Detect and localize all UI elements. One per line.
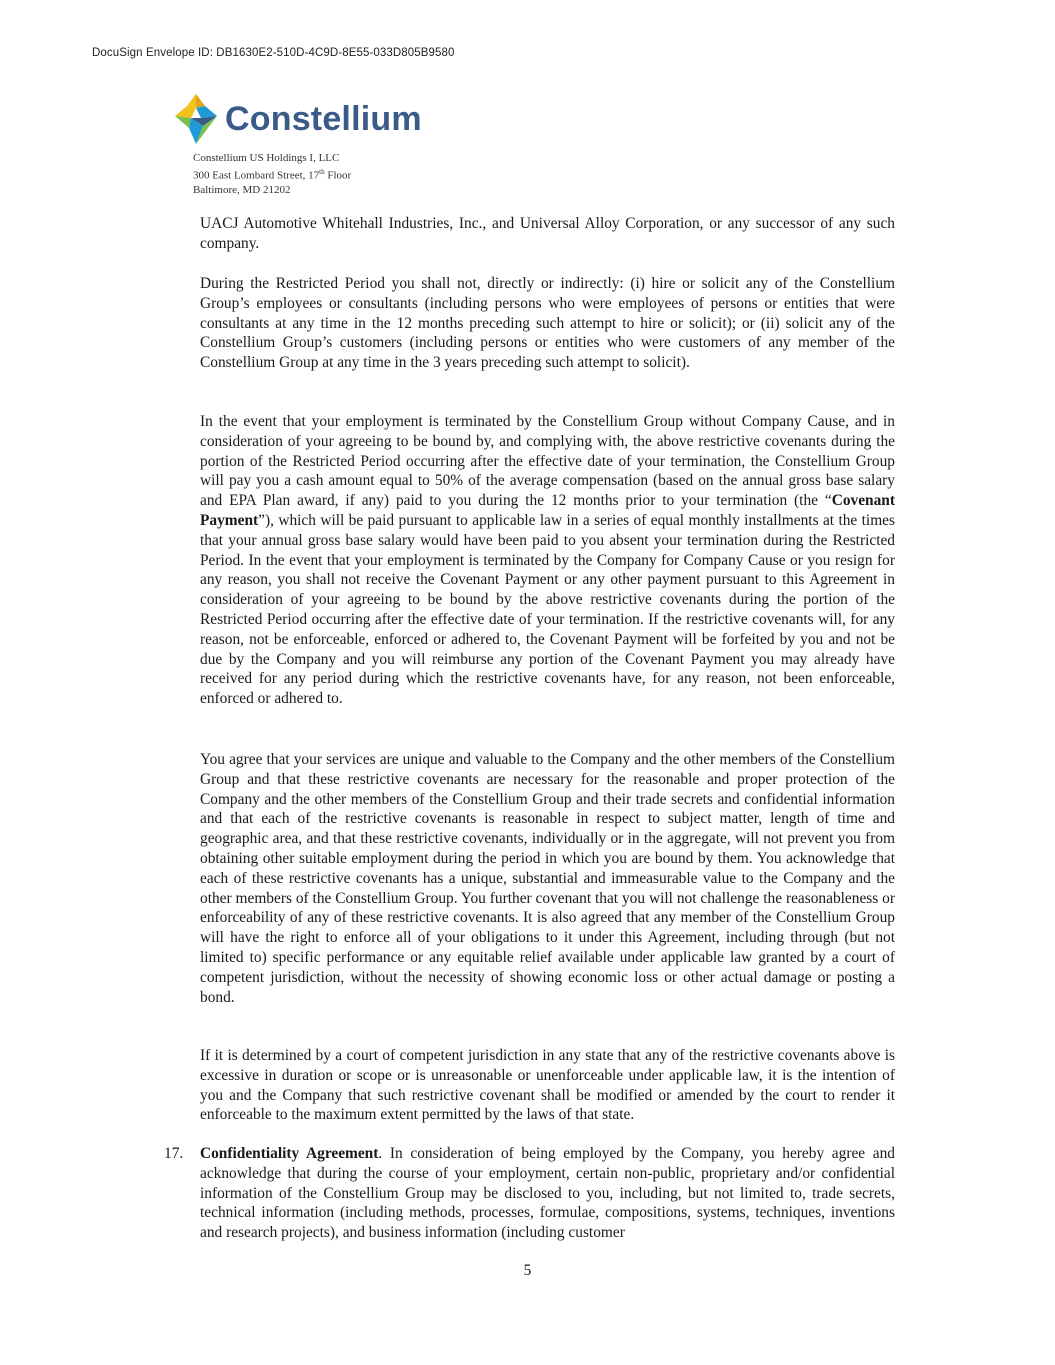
constellium-logo-icon (173, 94, 219, 144)
section-17-text: Confidentiality Agreement. In consideration of being employed by the Company, you hereby agree and acknowledge that during the course of your employment, certain non-public, proprietary and/or confidential information of the Constellium Group may be disclosed to you, including, but not limited to, trade secrets, technical information (including methods, processes, formulae, compositions, systems, techniques, inventions and research projects), and business information (including customer (200, 1145, 895, 1242)
company-logo (173, 94, 422, 144)
covenant-payment-term: Covenant Payment (200, 492, 895, 529)
paragraph-acknowledgement: You agree that your services are unique and valuable to the Company and the other members of the Constellium Group and that these restrictive covenants are necessary for the reasonable and proper protection of the Company and the other members of the Constellium Group and their trade secrets and confidential information and that each of the restrictive covenants is reasonable in respect to subject matter, length of time and geographic area, and that these restrictive covenants, individually or in the aggregate, will not prevent you from obtaining other suitable employment during the period in which you are bound by them. You acknowledge that each of these restrictive covenants has a unique, substantial and immeasurable value to the Company and the other members of the Constellium Group. You further covenant that you will not challenge the reasonableness or enforceability of any of these restrictive covenants. It is also agreed that any member of the Constellium Group will have the right to enforce all of your obligations to it under this Agreement, including through (but not limited to) specific performance or any equitable relief available under applicable law granted by a court of competent jurisdiction, without the necessity of showing economic loss or other actual damage or posting a bond. (200, 751, 895, 1006)
docusign-envelope-id: DocuSign Envelope ID: DB1630E2-510D-4C9D-8E55-033D805B9580 (92, 47, 455, 59)
address-line-2: 300 East Lombard Street, 17th Floor (193, 168, 352, 182)
logo-wordmark: Constellium (225, 100, 422, 138)
page-number: 5 (523, 1262, 532, 1279)
section-number: 17. (164, 1145, 184, 1162)
paragraph-covenant-payment: In the event that your employment is terminated by the Constellium Group without Company Cause, and in consideration of your agreeing to be bound by, and complying with, the above restrictive covenants during the portion of the Restricted Period occurring after the effective date of your termination, the Constellium Group will pay you a cash amount equal to 50% of the average compensation (based on the annual gross base salary and EPA Plan award, if any) paid to you during the 12 months prior to your termination (the “Covenant Payment”), which will be paid pursuant to applicable law in a series of equal monthly installments at the times that your annual gross base salary would have been paid to you absent your termination during the Restricted Period. In the event that your employment is terminated by the Company for Company Cause or you resign for any reason, you shall not receive the Covenant Payment or any other payment pursuant to this Agreement in consideration of your agreeing to be bound by the above restrictive covenants during the portion of the Restricted Period occurring after the effective date of your termination. If the restrictive covenants will, for any reason, not be enforceable, enforced or adhered to, the Covenant Payment will be forfeited by you and not be due by the Company and you will reimburse any portion of the Covenant Payment you may already have received for any period during which the restrictive covenants have, for any reason, not been enforceable, enforced or adhered to. (200, 413, 895, 708)
address-line-1: Constellium US Holdings I, LLC (193, 152, 340, 164)
paragraph-severability: If it is determined by a court of competent jurisdiction in any state that any of the restrictive covenants above is excessive in duration or scope or is unreasonable or unenforceable under applicable law, it is the intention of you and the Company that such restrictive covenant shall be modified or amended by the court to render it enforceable to the maximum extent permitted by the laws of that state. (200, 1047, 895, 1124)
paragraph-non-solicit: During the Restricted Period you shall not, directly or indirectly: (i) hire or solicit any of the Constellium Group’s employees or consultants (including persons who were employees of persons or entities that were consultants at any time in the 12 months preceding such attempt to hire or solicit); or (ii) solicit any of the Constellium Group’s customers (including persons or entities who were customers of any member of the Constellium Group at any time in the 3 years preceding such attempt to solicit). (200, 275, 895, 372)
section-17-confidentiality (164, 1144, 895, 1243)
company-address (193, 151, 351, 197)
paragraph-successor: UACJ Automotive Whitehall Industries, Inc., and Universal Alloy Corporation, or any successor of any such company. (200, 215, 895, 252)
address-line-3: Baltimore, MD 21202 (193, 183, 291, 196)
section-title: Confidentiality Agreement (200, 1145, 379, 1162)
